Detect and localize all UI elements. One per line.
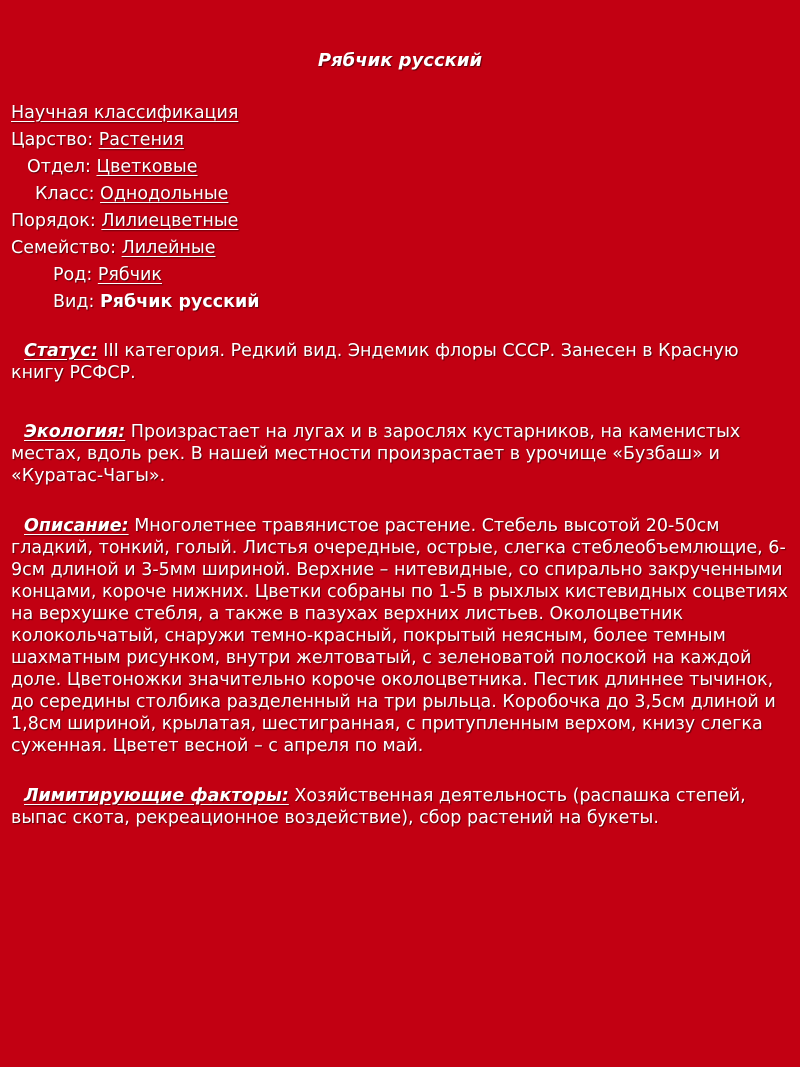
limiting-factors-paragraph — [11, 785, 791, 829]
status-paragraph — [11, 340, 791, 384]
genus-link[interactable]: Рябчик — [97, 265, 162, 285]
species-row — [11, 289, 791, 316]
class-row — [11, 181, 791, 208]
description-text: Многолетнее травянистое растение. Стебель высотой 20-50см гладкий, тонкий, голый. Листья очередные, острые, слегка стеблеобъемлющие, 6-9см длиной и 3-5мм шириной. Верхние – нитевидные, со спирально закрученными концами, короче нижних. Цветки собраны по 1-5 в рыхлых кистевидных соцветиях на верхушке стебля, а также в пазухах верхних листьев. Околоцветник колокольчатый, снаружи темно-красный, покрытый неясным, более темным шахматным рисунком, внутри желтоватый, с зеленоватой полоской на каждой доле. Цветоножки значительно короче околоцветника. Пестик длиннее тычинок, до середины столбика разделенный на три рыльца. Коробочка до 3,5см длиной и 1,8см шириной, крылатая, шестигранная, с притупленным верхом, книзу слегка суженная. Цветет весной – с апреля по май. — [11, 516, 789, 756]
species-label: Вид: — [53, 292, 100, 312]
species-value: Рябчик русский — [99, 292, 260, 312]
genus-label: Род: — [53, 265, 98, 285]
order-link[interactable]: Лилиецветные — [101, 211, 239, 231]
kingdom-label: Царство: — [11, 130, 99, 150]
genus-row — [11, 262, 791, 289]
division-label: Отдел: — [27, 157, 97, 177]
family-row — [11, 235, 791, 262]
class-label: Класс: — [35, 184, 101, 204]
limiting-factors-label: Лимитирующие факторы: — [24, 786, 289, 806]
status-text: III категория. Редкий вид. Эндемик флоры СССР. Занесен в Красную книгу РСФСР. — [11, 341, 739, 383]
document-body — [11, 100, 791, 829]
ecology-label: Экология: — [24, 422, 126, 442]
status-label: Статус: — [24, 341, 98, 361]
family-label: Семейство: — [11, 238, 122, 258]
description-paragraph — [11, 515, 791, 757]
classification-heading: Научная классификация — [11, 103, 239, 123]
description-label: Описание: — [24, 516, 129, 536]
kingdom-row — [11, 127, 791, 154]
ecology-text: Произрастает на лугах и в зарослях кустарников, на каменистых местах, вдоль рек. В нашей местности произрастает в урочище «Бузбаш» и «Куратас-Чагы». — [11, 422, 741, 486]
page-title: Рябчик русский — [317, 50, 483, 71]
order-row — [11, 208, 791, 235]
kingdom-link[interactable]: Растения — [98, 130, 184, 150]
order-label: Порядок: — [11, 211, 102, 231]
ecology-paragraph — [11, 421, 791, 487]
family-link[interactable]: Лилейные — [121, 238, 216, 258]
division-row — [11, 154, 791, 181]
class-link[interactable]: Однодольные — [100, 184, 229, 204]
division-link[interactable]: Цветковые — [96, 157, 198, 177]
limiting-factors-text: Хозяйственная деятельность (распашка степей, выпас скота, рекреационное воздействие), сбор растений на букеты. — [11, 786, 746, 828]
